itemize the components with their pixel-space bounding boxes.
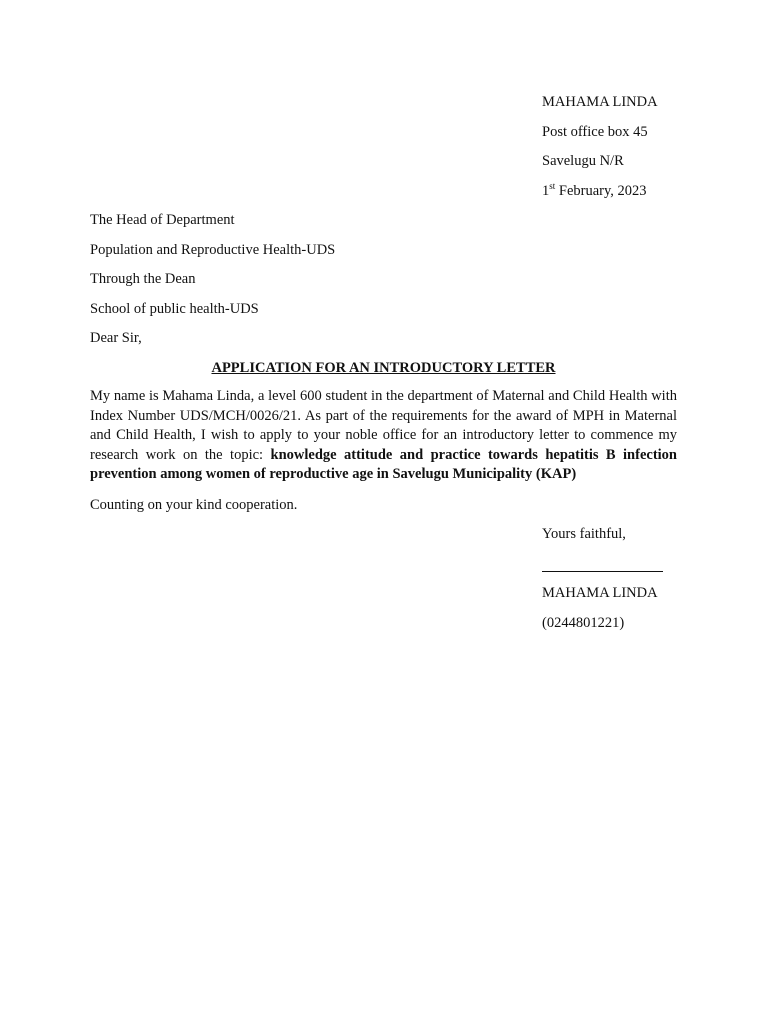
signature-line [542,554,742,584]
date-day: 1 [542,182,550,199]
sender-name: MAHAMA LINDA [542,94,658,110]
letter-date [542,181,742,211]
body-text: My name is Mahama Linda, a level 600 student in the department of Maternal and Child Health with Index Number UDS/MCH/0026/21. As part of the requirements for the award of MPH in Maternal and Child Health, I wish to apply to your noble office for an introductory letter to commence my research work on the topic: [90,388,677,463]
letter-subject: APPLICATION FOR AN INTRODUCTORY LETTER [211,360,556,376]
date-suffix: st [549,180,556,191]
closing-note: Counting on your kind cooperation. [90,497,298,513]
recipient-through: Through the Dean [90,271,196,288]
signoff-block [542,524,742,642]
sender-block [542,92,742,210]
sender-city: Savelugu N/R [542,153,624,170]
sender-address: Post office box 45 [542,123,648,140]
signoff-name: MAHAMA LINDA [542,585,658,602]
recipient-school: School of public health-UDS [90,300,259,317]
research-topic: knowledge attitude and practice towards hepatitis B infection prevention among women of reproductive age in Savelugu Municipality (KAP) [90,446,677,482]
date-month-year: February, 2023 [555,182,647,199]
salutation: Dear Sir, [90,330,142,347]
recipient-department: Population and Reproductive Health-UDS [90,241,336,258]
valediction: Yours faithful, [542,526,626,542]
body-paragraph [90,387,677,485]
signature-rule [542,571,663,572]
recipient-block [90,210,650,358]
recipient-title: The Head of Department [90,212,235,228]
signoff-phone: (0244801221) [542,614,625,631]
